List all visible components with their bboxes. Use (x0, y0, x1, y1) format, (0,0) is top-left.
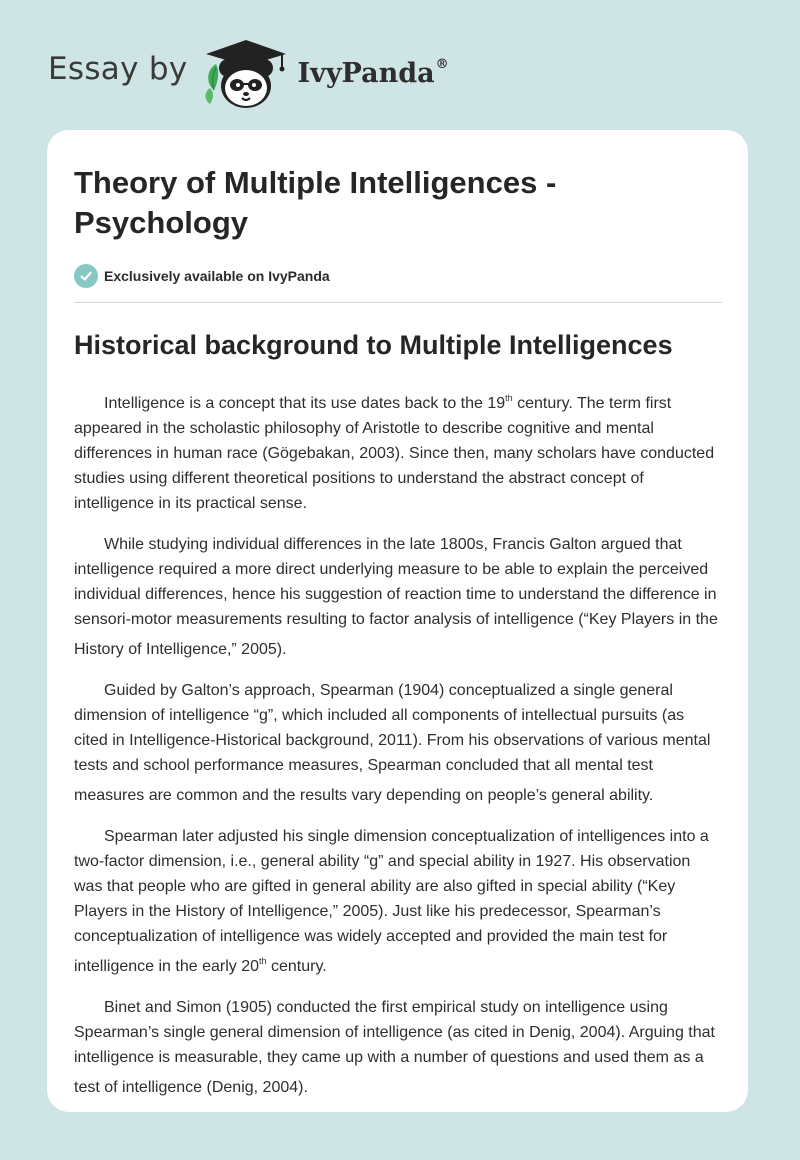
checkmark-icon (74, 264, 98, 288)
paragraph: Binet and Simon (1905) conducted the first empirical study on intelligence using Spearman’s single general dimension of intelligence (as cited in Denig, 2004). Arguing that intelligence is measurable, they came up with a number of questions and used them as a test of intelligence (Denig, 2004). (74, 999, 715, 1096)
brand-name: IvyPanda® (297, 57, 449, 89)
divider (74, 302, 722, 303)
brand-header[interactable] (48, 34, 449, 110)
paragraph: Spearman later adjusted his single dimension conceptualization of intelligences into a two-factor dimension, i.e., general ability “g” and special ability in 1927. His observation was that people who are gifted in general ability are also gifted in special ability (“Key Players in the History of Intelligence,” 2005). Just like his predecessor, Spearman’s conceptualization of intelligence was widely accepted and provided the main test for intelligence in the early 20th century. (74, 828, 709, 975)
panda-graduate-icon (202, 34, 292, 110)
brand-prefix: Essay by (48, 51, 188, 87)
paragraph: Intelligence is a concept that its use dates back to the 19th century. The term first appeared in the scholastic philosophy of Aristotle to describe cognitive and mental differences in human race (Gögebakan, 2003). Since then, many scholars have conducted studies using different theoretical positions to understand the abstract concept of intelligence in its practical sense. (74, 393, 715, 512)
exclusive-badge-text: Exclusively available on IvyPanda (104, 268, 330, 284)
essay-card (47, 130, 748, 1112)
essay-title: Theory of Multiple Intelligences - Psychology (74, 165, 557, 240)
paragraph: Guided by Galton’s approach, Spearman (1904) conceptualized a single general dimension of intelligence “g”, which included all components of intellectual pursuits (as cited in Intelligence-Historical background, 2011). From his observations of various mental tests and school performance measures, Spearman concluded that all mental test measures are common and the results vary depending on people’s general ability. (74, 682, 711, 804)
paragraph: While studying individual differences in the late 1800s, Francis Galton argued that intelligence required a more direct underlying measure to be able to explain the perceived individual differences, hence his suggestion of reaction time to understand the difference in sensori-motor measurements resulting to factor analysis of intelligence (“Key Players in the History of Intelligence,” 2005). (74, 536, 718, 658)
exclusive-badge (74, 264, 722, 288)
section-heading: Historical background to Multiple Intelligences (74, 330, 673, 360)
